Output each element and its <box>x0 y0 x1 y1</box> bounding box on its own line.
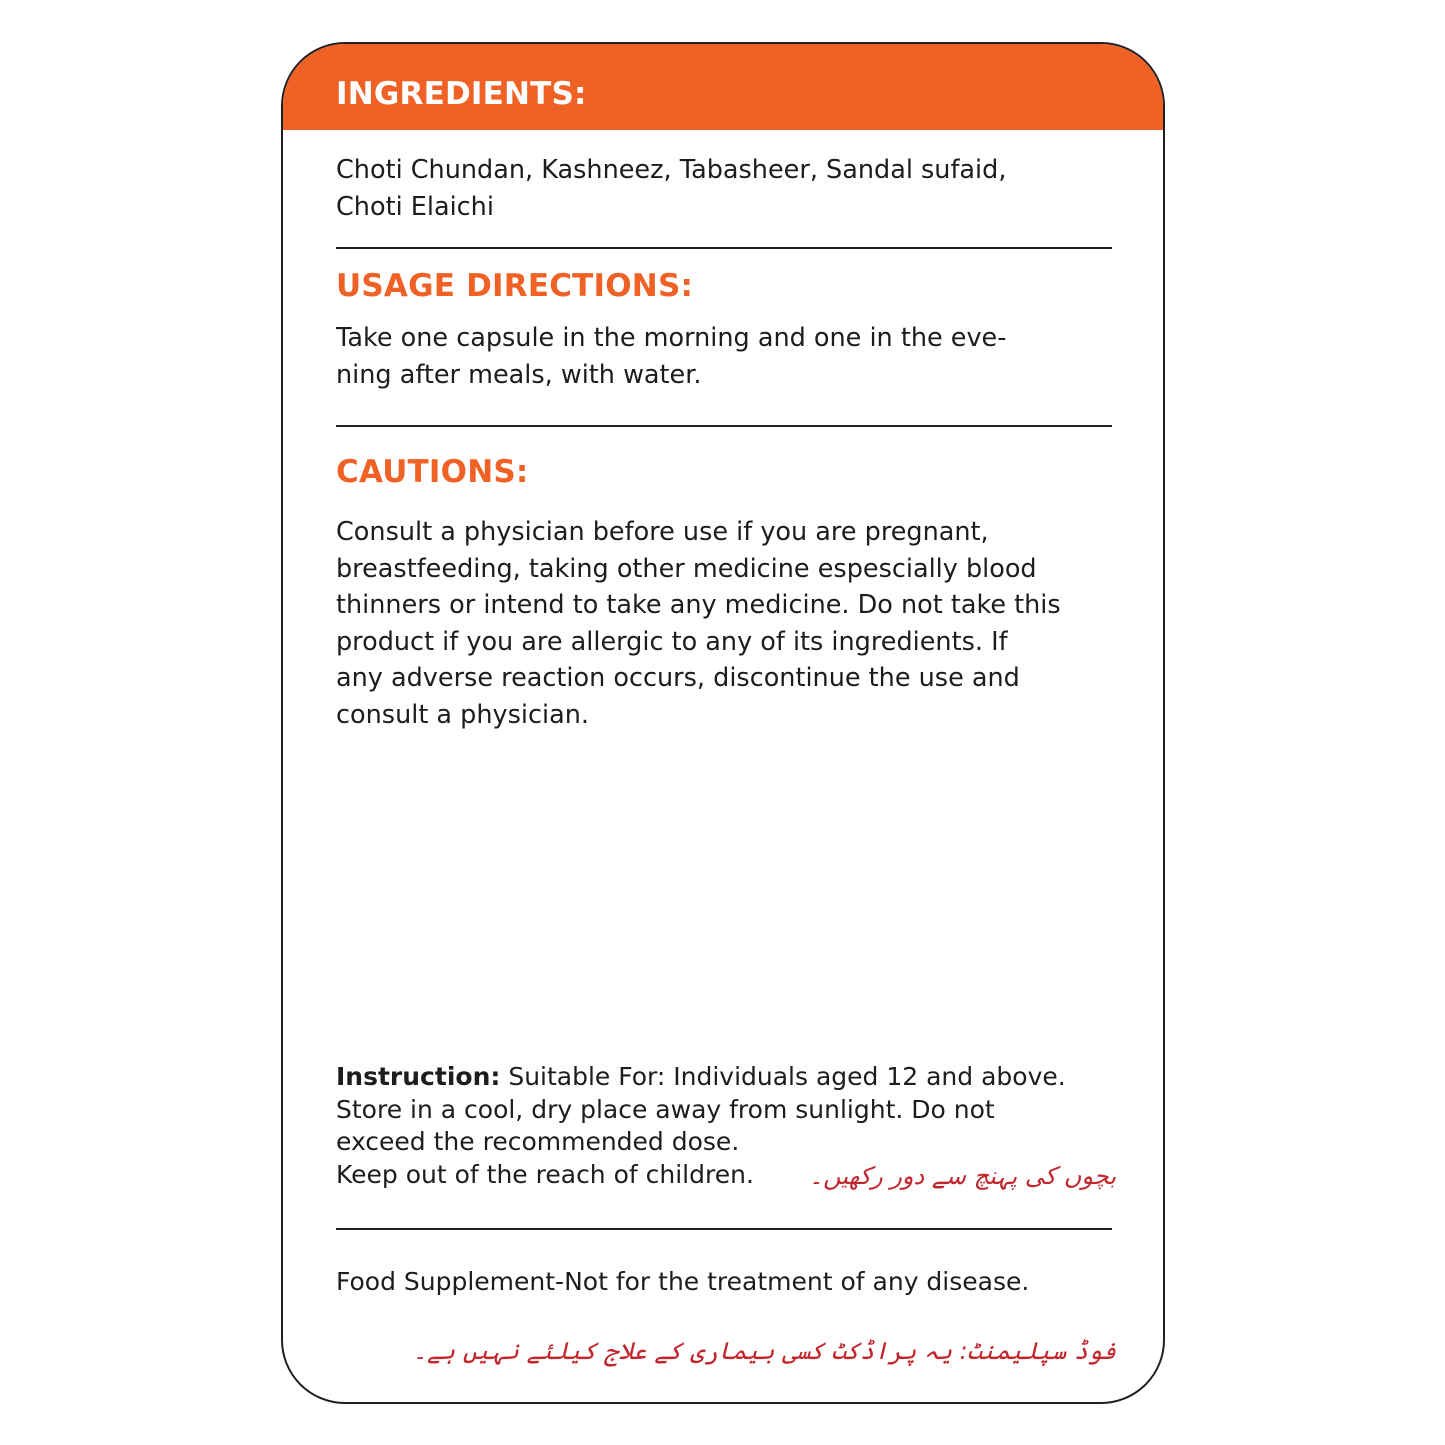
ingredients-text <box>336 152 1096 225</box>
divider-2 <box>336 425 1112 427</box>
instruction-suitable-for: Suitable For: Individuals aged 12 and above. <box>500 1062 1066 1091</box>
instruction-line-1 <box>336 1061 1126 1094</box>
ingredients-heading: INGREDIENTS: <box>336 76 587 112</box>
urdu-keep-out-warning: بچوں کی پہنچ سے دور رکھیں۔ <box>809 1162 1116 1190</box>
usage-directions-heading: USAGE DIRECTIONS: <box>336 268 694 304</box>
cautions-line-4: product if you are allergic to any of its ingredients. If <box>336 626 1008 657</box>
cautions-line-3: thinners or intend to take any medicine. Do not take this <box>336 590 1061 620</box>
cautions-line-5: any adverse reaction occurs, discontinue the use and <box>336 663 1020 693</box>
label-card <box>281 42 1165 1404</box>
cautions-line-6: consult a physician. <box>336 699 589 730</box>
cautions-line-1: Consult a physician before use if you are pregnant, <box>336 517 989 547</box>
instruction-line-4: Keep out of the reach of children. <box>336 1159 754 1189</box>
instruction-line-3: exceed the recommended dose. <box>336 1127 740 1156</box>
cautions-text <box>336 514 1096 733</box>
instruction-line-2: Store in a cool, dry place away from sunlight. Do not <box>336 1094 995 1124</box>
usage-directions-text <box>336 320 1096 393</box>
food-supplement-notice: Food Supplement-Not for the treatment of any disease. <box>336 1267 1030 1296</box>
header-band <box>283 44 1163 130</box>
divider-1 <box>336 247 1112 249</box>
urdu-food-supplement-notice: فوڈ سپلیمنٹ: یہ پراڈکٹ کسی بیماری کے علاج کیلئے نہیں ہے۔ <box>412 1337 1116 1365</box>
divider-3 <box>336 1228 1112 1230</box>
ingredients-line-1: Choti Chundan, Kashneez, Tabasheer, Sandal sufaid, <box>336 155 1007 185</box>
ingredients-line-2: Choti Elaichi <box>336 191 494 222</box>
usage-line-2: ning after meals, with water. <box>336 359 702 390</box>
usage-line-1: Take one capsule in the morning and one in the eve- <box>336 323 1007 353</box>
cautions-heading: CAUTIONS: <box>336 454 529 490</box>
cautions-line-2: breastfeeding, taking other medicine espescially blood <box>336 553 1037 584</box>
instruction-label: Instruction: <box>336 1062 501 1091</box>
